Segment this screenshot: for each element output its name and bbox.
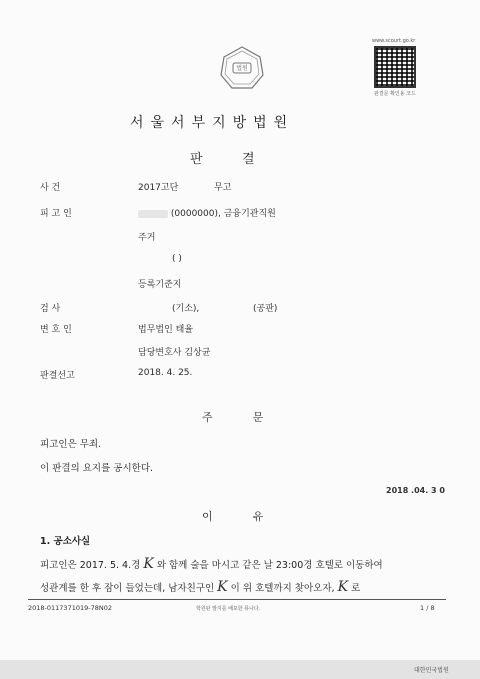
order-title-right: 문 — [252, 411, 264, 424]
case-label: 사 건 — [40, 183, 61, 193]
sentencing-date: 2018. 4. 25. — [138, 368, 193, 378]
footer-note: 학원판 발지를 배포한 뮤나다. — [196, 606, 261, 612]
title-char-right: 결 — [242, 152, 255, 167]
issuer-mark: 대한민국법원 — [414, 667, 449, 674]
reasons-title — [202, 508, 263, 524]
defendant-label: 피 고 인 — [40, 209, 72, 219]
qr-caption: 판결문 확인용 코드 — [374, 91, 416, 97]
prosecutor-value-1: (기소), — [172, 304, 200, 314]
handwritten-mark: K — [217, 579, 228, 595]
court-name: 서울서부지방법원 — [130, 115, 295, 131]
para-2a: 성관계를 한 후 잠이 들었는데, 남자친구인 — [40, 583, 215, 594]
prosecutor-label: 검 사 — [40, 304, 61, 314]
section-heading-1: 1. 공소사실 — [40, 536, 91, 547]
footer-divider — [28, 599, 446, 600]
document-title — [190, 148, 294, 167]
para-2c: 로 — [351, 583, 361, 594]
page-number: 1 / 8 — [420, 604, 435, 612]
case-number-text: 2017고단 — [138, 183, 179, 193]
sentencing-label: 판결선고 — [40, 371, 75, 381]
para-2b: 이 위 호텔까지 찾아오자, — [230, 583, 335, 594]
defendant-id: (0000000), 금융기관직원 — [170, 209, 276, 219]
reasons-title-left: 이 — [202, 510, 213, 523]
handwritten-mark: K — [337, 579, 349, 595]
title-char-left: 판 — [190, 152, 203, 167]
order-title — [202, 409, 263, 425]
reason-paragraph-line-1 — [40, 556, 383, 572]
para-1b: 와 함께 술을 마시고 같은 날 23:00경 호텔로 이동하여 — [156, 560, 383, 571]
case-crime: 무고 — [214, 183, 232, 193]
reasons-title-right: 유 — [252, 510, 264, 523]
registry-label: 등록기준지 — [138, 280, 182, 290]
handwritten-mark: K — [143, 556, 154, 572]
counsel-label: 변 호 인 — [40, 325, 72, 335]
counsel-lawyer: 담당변호사 김상균 — [138, 348, 211, 358]
seal-text: 법원 — [236, 65, 248, 72]
para-1a: 피고인은 2017. 5. 4.경 — [40, 560, 141, 571]
prosecutor-value-2: (공판) — [253, 304, 278, 314]
qr-url: www.scourt.go.kr — [372, 38, 416, 44]
order-line-1: 피고인은 무죄. — [40, 439, 102, 450]
received-date-stamp: 2018 .04. 3 0 — [386, 486, 445, 495]
defendant-info — [138, 206, 276, 219]
order-title-left: 주 — [202, 411, 213, 424]
footer-bar — [0, 660, 480, 679]
doc-code: 2018-0117371019-78N02 — [28, 604, 112, 612]
case-number — [138, 180, 231, 193]
address-paren: ( ) — [172, 254, 182, 264]
counsel-firm: 법무법인 태율 — [138, 325, 194, 335]
address-label: 주거 — [138, 233, 156, 243]
order-line-2: 이 판결의 요지를 공시한다. — [40, 463, 154, 474]
reason-paragraph-line-2 — [40, 579, 360, 595]
qr-code-icon — [374, 46, 416, 88]
